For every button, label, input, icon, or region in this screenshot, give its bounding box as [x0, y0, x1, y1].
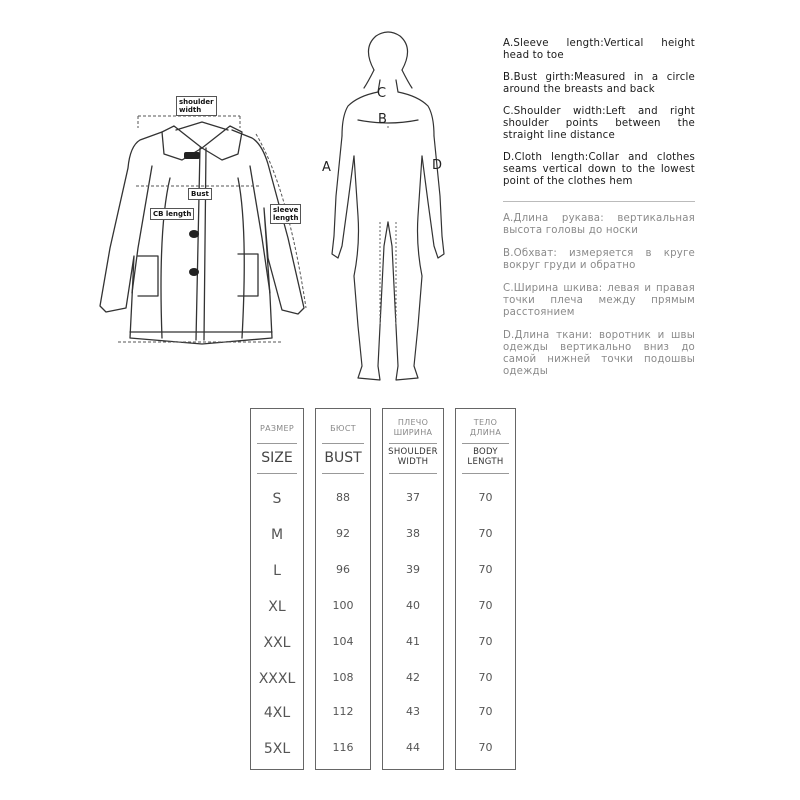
column-bust — [315, 408, 371, 770]
desc-ru-bust: B.Обхват: измеряется в круге вокруг груди и обратно — [503, 248, 695, 271]
cell-bust: 108 — [332, 671, 354, 684]
sleeve-length-label: sleeve length — [273, 206, 299, 222]
cell-size: XL — [268, 599, 286, 615]
desc-ru-length: D.Длина ткани: воротник и швы одежды вертикально вниз до самой нижней точки подошвы одежды — [503, 330, 695, 377]
header-en-bust: BUST — [324, 450, 362, 466]
header-separator-bottom — [257, 473, 297, 474]
header-ru-shoulder-width: ПЛЕЧО ШИРИНА — [393, 418, 433, 437]
descriptions-russian — [503, 213, 695, 389]
cell-size: S — [272, 491, 282, 507]
header-en-size: SIZE — [261, 450, 293, 466]
cell-shoulder-width: 41 — [406, 635, 420, 648]
header-ru-bust: БЮСТ — [330, 424, 356, 433]
cell-body-length: 70 — [478, 671, 493, 684]
shoulder-width-callout — [176, 96, 217, 116]
header-separator-bottom — [389, 473, 437, 474]
sleeve-length-callout — [270, 204, 301, 224]
cell-body-length: 70 — [478, 741, 493, 754]
cell-body-length: 70 — [478, 491, 493, 504]
cell-shoulder-width: 44 — [406, 741, 420, 754]
desc-bust-girth: B.Bust girth:Measured in a circle around the breasts and back — [503, 72, 695, 95]
body-diagram — [318, 26, 458, 396]
letter-b: B — [378, 112, 387, 127]
cell-shoulder-width: 40 — [406, 599, 420, 612]
desc-ru-shoulder: C.Ширина шкива: левая и правая точки плеча между прямым расстоянием — [503, 283, 695, 318]
letter-a: A — [322, 160, 331, 175]
body-silhouette — [318, 26, 458, 396]
letter-d: D — [432, 158, 443, 173]
descriptions-divider — [503, 201, 695, 202]
descriptions-english — [503, 38, 695, 198]
cell-shoulder-width: 37 — [406, 491, 420, 504]
desc-sleeve-length: A.Sleeve length:Vertical height head to toe — [503, 38, 695, 61]
cell-shoulder-width: 42 — [406, 671, 420, 684]
desc-shoulder-width: C.Shoulder width:Left and right shoulder points between the straight line distance — [503, 106, 695, 141]
cell-size: 4XL — [263, 705, 291, 721]
cell-body-length: 70 — [478, 705, 493, 718]
cell-bust: 100 — [332, 599, 354, 612]
header-separator — [257, 443, 297, 444]
coat-diagram — [92, 88, 318, 350]
cell-size: L — [273, 563, 281, 579]
cell-body-length: 70 — [478, 527, 493, 540]
shoulder-width-label: shoulder width — [179, 98, 214, 114]
cell-shoulder-width: 38 — [406, 527, 420, 540]
header-en-shoulder-width: SHOULDER WIDTH — [388, 447, 438, 467]
cell-bust: 112 — [332, 705, 354, 718]
header-separator-bottom — [462, 473, 509, 474]
cell-size: M — [270, 527, 284, 543]
header-separator — [389, 443, 437, 444]
column-body-length — [455, 408, 516, 770]
letter-c: C — [377, 86, 387, 101]
cell-size: XXL — [263, 635, 291, 651]
desc-ru-sleeve: A.Длина рукава: вертикальная высота головы до носки — [503, 213, 695, 236]
cell-bust: 88 — [336, 491, 350, 504]
header-en-body-length: BODY LENGTH — [467, 447, 504, 467]
cell-bust: 104 — [332, 635, 354, 648]
header-separator-bottom — [322, 473, 364, 474]
cb-length-callout — [150, 208, 194, 220]
cb-length-label: CB length — [153, 210, 192, 218]
cell-body-length: 70 — [478, 635, 493, 648]
cell-bust: 92 — [336, 527, 350, 540]
cell-size: XXXL — [258, 671, 296, 687]
cell-body-length: 70 — [478, 563, 493, 576]
header-ru-body-length: ТЕЛО ДЛИНА — [469, 418, 502, 437]
header-separator — [322, 443, 364, 444]
cell-shoulder-width: 39 — [406, 563, 420, 576]
bust-callout — [188, 188, 212, 200]
desc-cloth-length: D.Cloth length:Collar and clothes seams vertical down to the lowest point of the clothes hem — [503, 152, 695, 187]
header-separator — [462, 443, 509, 444]
column-size — [250, 408, 304, 770]
column-shoulder-width — [382, 408, 444, 770]
bust-label: Bust — [191, 190, 209, 198]
cell-body-length: 70 — [478, 599, 493, 612]
cell-bust: 116 — [332, 741, 354, 754]
header-ru-size: РАЗМЕР — [259, 424, 294, 433]
cell-shoulder-width: 43 — [406, 705, 420, 718]
cell-size: 5XL — [263, 741, 291, 757]
cell-bust: 96 — [336, 563, 350, 576]
